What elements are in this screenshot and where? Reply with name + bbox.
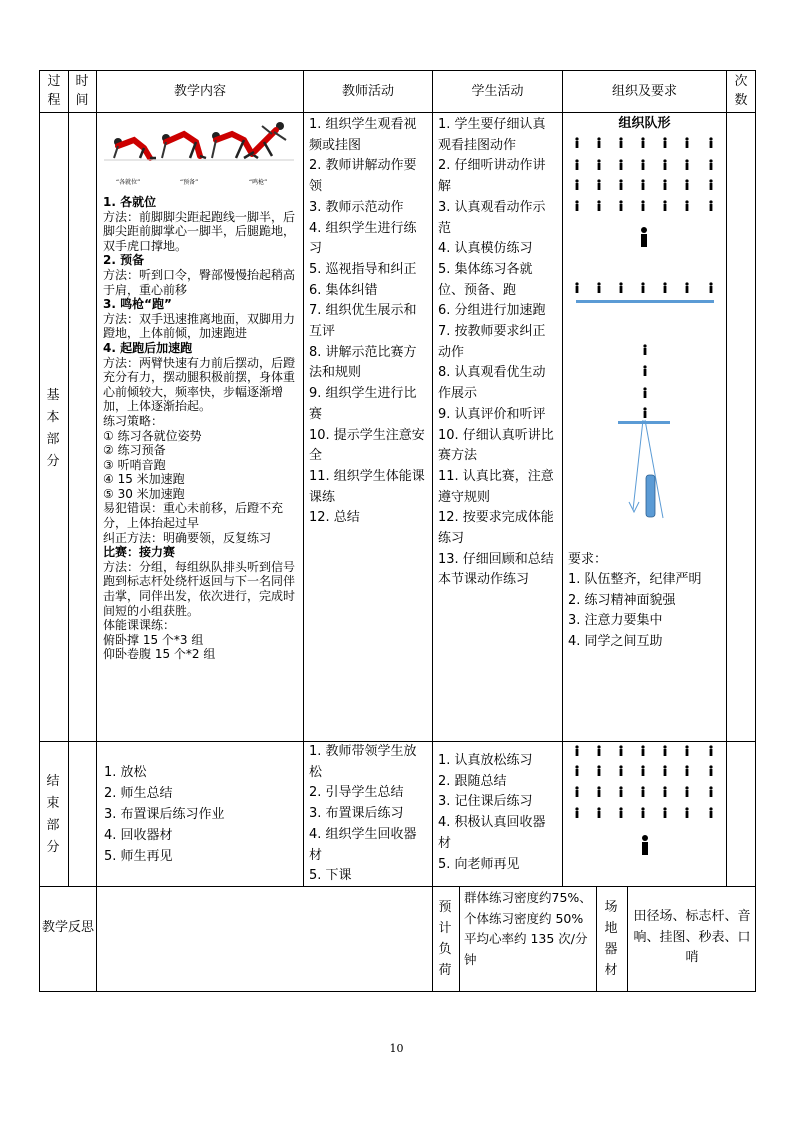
venue-text: 田径场、标志杆、音响、挂图、秒表、口哨	[633, 909, 751, 966]
requirements-title: 要求：	[568, 552, 608, 567]
content-line: 易犯错误：重心未前移，后蹬不充分，上体抬起过早	[103, 501, 284, 531]
header-process: 过程	[47, 74, 61, 108]
student-item: 8. 认真观看优生动作展示	[438, 365, 546, 402]
runner-figure-2	[162, 134, 206, 158]
content-line: 体能课课练：	[103, 618, 176, 633]
requirement-item: 3. 注意力要集中	[568, 613, 663, 629]
student-item: 12. 按要求完成体能练习	[438, 510, 554, 547]
basic-teacher-activity	[309, 115, 427, 529]
reflection-label: 教学反思	[42, 920, 95, 935]
requirement-item: 1. 队伍整齐，纪律严明	[568, 572, 702, 587]
end-content-item: 1. 放松	[104, 765, 147, 780]
student-item: 11. 认真比赛，注意遵守规则	[438, 468, 554, 505]
student-item: 13. 仔细回顾和总结本节课动作练习	[438, 551, 554, 588]
end-teacher-item: 3. 布置课后练习	[309, 806, 404, 822]
student-formation-rows	[575, 137, 712, 211]
header-organization: 组织及要求	[611, 84, 677, 99]
teacher-item: 6. 集体纠错	[309, 282, 378, 298]
teacher-item: 5. 巡视指导和纠正	[309, 261, 417, 277]
header-time: 时间	[75, 74, 89, 108]
header-student: 学生活动	[471, 84, 524, 99]
content-line: 1. 各就位	[103, 195, 157, 209]
end-student-item: 5. 向老师再见	[438, 856, 520, 872]
teacher-item: 7. 组织优生展示和互评	[309, 303, 417, 340]
header-teacher: 教师活动	[341, 84, 394, 99]
teacher-item: 1. 组织学生观看视频或挂图	[309, 117, 417, 153]
end-student-item: 1. 认真放松练习	[438, 753, 533, 768]
content-line: ⑤ 30 米加速跑	[103, 486, 185, 501]
student-item: 9. 认真评价和听评	[438, 406, 546, 422]
end-content-item: 2. 师生总结	[104, 786, 173, 801]
basic-content	[103, 195, 298, 662]
teacher-item: 9. 组织学生进行比赛	[309, 386, 417, 422]
student-item: 3. 认真观看动作示范	[438, 199, 546, 236]
end-teacher-activity	[309, 742, 427, 887]
content-line: 俯卧撑 15 个*3 组	[103, 632, 204, 647]
content-line: 2. 预备	[103, 253, 145, 268]
end-content-item: 5. 师生再见	[104, 849, 173, 864]
end-teacher-item: 1. 教师带领学生放松	[309, 744, 417, 780]
student-item: 10. 仔细认真听讲比赛方法	[438, 427, 554, 464]
content-line: 方法：分组，每组纵队排头听到信号跑到标志杆处绕杆返回与下一名同伴击掌，同伴出发，依次进行，完成时间短的小组获胜。	[103, 559, 296, 618]
venue-label: 场地器材	[604, 900, 618, 978]
student-item: 4. 认真模仿练习	[438, 241, 533, 257]
end-content	[104, 762, 299, 867]
teacher-item: 4. 组织学生进行练习	[309, 220, 417, 257]
content-line: 3. 鸣枪“跑”	[103, 297, 172, 312]
student-item: 2. 仔细听讲动作讲解	[438, 158, 546, 195]
end-student-item: 2. 跟随总结	[438, 773, 507, 789]
content-line: ④ 15 米加速跑	[103, 472, 185, 487]
formation-diagram	[563, 130, 726, 530]
end-content-item: 3. 布置课后练习作业	[104, 807, 225, 822]
content-line: 比赛：接力赛	[103, 545, 176, 560]
content-line: 4. 起跑后加速跑	[103, 340, 193, 355]
teacher-item: 8. 讲解示范比赛方法和规则	[309, 344, 417, 381]
image-caption-1: “各就位”	[116, 179, 141, 186]
content-line: 方法：听到口令，臀部慢慢抬起稍高于肩，重心前移	[103, 267, 296, 297]
student-item: 6. 分组进行加速跑	[438, 303, 546, 319]
end-formation-diagram	[563, 742, 726, 862]
relay-column	[618, 344, 670, 518]
basic-section-label: 基本部分	[46, 388, 60, 469]
end-teacher-item: 4. 组织学生回收器材	[309, 826, 417, 863]
start-line-row	[575, 282, 714, 303]
content-line: 仰卧卷腹 15 个*2 组	[103, 647, 216, 662]
content-line: ② 练习预备	[103, 443, 166, 458]
content-line: 练习策略：	[103, 413, 164, 428]
content-line: ③ 听哨音跑	[103, 457, 166, 472]
end-student-item: 4. 积极认真回收器材	[438, 815, 546, 851]
content-line: 纠正方法：明确要领，反复练习	[103, 530, 272, 545]
content-line: 方法：两臂快速有力前后摆动，后蹬充分有力，摆动腿积极前摆，身体重心前倾较大，频率快，步幅逐渐增加，上体逐渐抬起。	[103, 355, 296, 414]
runner-figure-1	[114, 138, 156, 158]
end-student-item: 3. 记住课后练习	[438, 794, 533, 810]
end-section-label: 结束部分	[46, 774, 60, 855]
requirement-item: 4. 同学之间互助	[568, 634, 663, 650]
content-line: 方法：双手迅速推离地面，双脚用力蹬地，上体前倾，加速跑进	[103, 311, 296, 341]
content-line: 方法：前脚脚尖距起跑线一脚半，后脚尖距前脚掌心一脚半，后腿跪地，双手虎口撑地。	[103, 209, 296, 253]
basic-student-activity	[438, 115, 558, 591]
page-number: 10	[389, 1042, 404, 1055]
student-item: 1. 学生要仔细认真观看挂图动作	[438, 117, 546, 153]
student-item: 5. 集体练习各就位、预备、跑	[438, 261, 533, 298]
header-count: 次数	[734, 74, 748, 108]
teacher-figure	[641, 227, 647, 247]
load-label: 预计负荷	[438, 900, 452, 978]
teacher-item: 2. 教师讲解动作要领	[309, 158, 417, 195]
load-text: 群体练习密度约75%、个体练习密度约 50% 平均心率约 135 次/分钟	[464, 890, 592, 968]
end-student-activity	[438, 751, 558, 875]
end-teacher-item: 5. 下课	[309, 868, 352, 884]
teacher-item: 3. 教师示范动作	[309, 199, 404, 215]
image-caption-3: “鸣枪”	[249, 179, 268, 186]
org-title: 组织队形	[618, 116, 671, 131]
requirements-list	[568, 570, 724, 653]
end-content-item: 4. 回收器材	[104, 828, 173, 843]
teacher-item: 11. 组织学生体能课课练	[309, 468, 425, 505]
teacher-item: 10. 提示学生注意安全	[309, 427, 425, 464]
teacher-item: 12. 总结	[309, 510, 360, 526]
end-teacher-item: 2. 引导学生总结	[309, 785, 404, 801]
content-line: ① 练习各就位姿势	[103, 428, 202, 443]
requirement-item: 2. 练习精神面貌强	[568, 592, 676, 608]
student-item: 7. 按教师要求纠正动作	[438, 324, 546, 360]
image-caption-2: “预备”	[180, 179, 199, 186]
header-content: 教学内容	[173, 84, 226, 99]
